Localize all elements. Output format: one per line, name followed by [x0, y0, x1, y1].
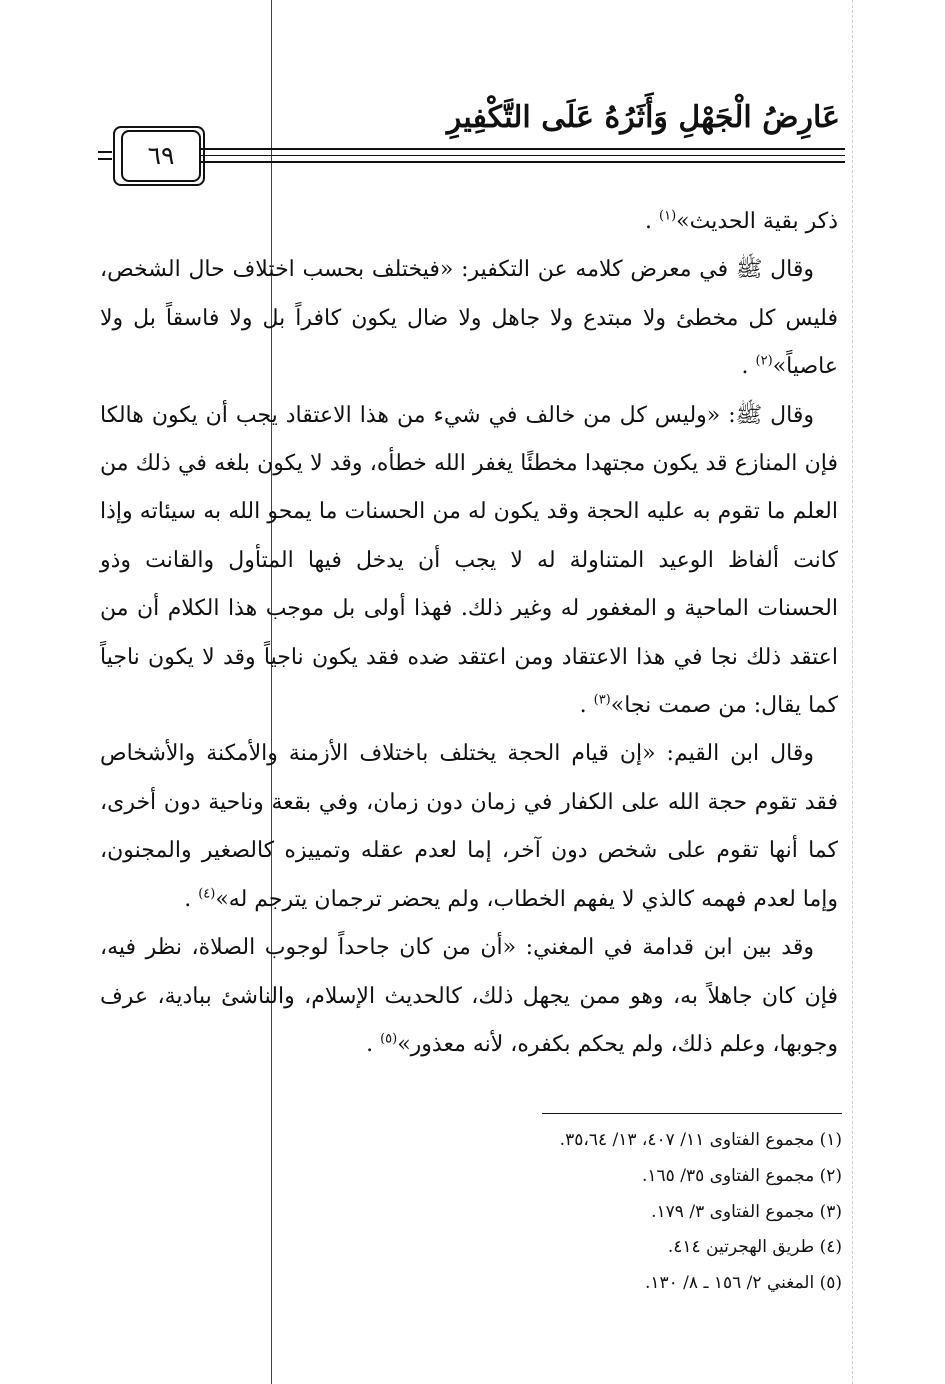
footnote-ref[interactable]: (٣)	[593, 692, 611, 708]
footnote-separator	[542, 1113, 842, 1114]
footnote: (٥) المغني ٢/ ١٥٦ ـ ٨/ ١٣٠.	[644, 1273, 842, 1294]
body-text	[100, 198, 838, 1069]
page-number: ٦٩	[121, 130, 201, 182]
footnote: (٣) مجموع الفتاوى ٣/ ١٧٩.	[651, 1201, 842, 1222]
footnote: (٢) مجموع الفتاوى ٣٥/ ١٦٥.	[641, 1165, 842, 1186]
paragraph: وقال ﷺ في معرض كلامه عن التكفير: «فيختلف بحسب اختلاف حال الشخص، فليس كل مخطئ ولا مبتدع ولا جاهل ولا ضال يكون كافراً بل ولا فاسقاً بل ولا عاصياً»$^{(٢)}$ .	[100, 257, 838, 380]
paragraph: ذكر بقية الحديث»$^{(١)}$ .	[645, 208, 838, 234]
footnote: (١) مجموع الفتاوى ١١/ ٤٠٧، ١٣/ ٣٥،٦٤.	[559, 1130, 842, 1150]
scan-margin-line	[852, 0, 853, 1384]
footnote-ref[interactable]: (٥)	[380, 1031, 398, 1047]
paragraph: وقد بين ابن قدامة في المغني: «أن من كان جاحداً لوجوب الصلاة، نظر فيه، فإن كان جاهلاً به، وهو ممن يجهل ذلك، كالحديث الإسلام، والناشئ ببادية، عرف وجوبها، وعلم ذلك، ولم يحكم بكفره، لأنه معذور»$^{(٥)}$ .	[100, 935, 838, 1057]
header-rule	[200, 148, 845, 150]
header-rule	[98, 158, 112, 160]
footnote: (٤) طريق الهجرتين ٤١٤.	[667, 1237, 842, 1258]
footnotes	[440, 1123, 842, 1302]
header-rule	[98, 151, 112, 153]
header-rule	[200, 155, 845, 156]
paragraph: وقال ابن القيم: «إن قيام الحجة يختلف باختلاف الأزمنة والأمكنة والأشخاص فقد تقوم حجة الله على الكفار في زمان دون زمان، وفي بقعة وناحية دون أخرى، كما أنها تقوم على شخص دون آخر، إما لعدم عقله وتمييزه كالصغير والمجنون، وإما لعدم فهمه كالذي لا يفهم الخطاب، ولم يحضر ترجمان يترجم له»$^{(٤)}$ .	[100, 741, 838, 912]
footnote-ref[interactable]: (٤)	[198, 886, 216, 902]
header-rule	[200, 161, 845, 163]
running-header-title: عَارِضُ الْجَهْلِ وَأَثَرُهُ عَلَى التَّكْفِيرِ	[446, 100, 840, 135]
footnote-ref[interactable]: (١)	[659, 208, 677, 224]
paragraph: وقال ﷺ: «وليس كل من خالف في شيء من هذا الاعتقاد يجب أن يكون هالكا فإن المنازع قد يكون مجتهدا مخطئًا يغفر الله خطأه، وقد لا يكون بلغه في ذلك من العلم ما تقوم به عليه الحجة وقد يكون له من الحسنات ما يمحو الله به سيئاته وإذا كانت ألفاظ الوعيد المتناولة له لا يجب أن يدخل فيها المتأول والقانت وذو الحسنات الماحية و المغفور له وغير ذلك. فهذا أولى بل موجب هذا الكلام أن من اعتقد ذلك نجا في هذا الاعتقاد ومن اعتقد ضده فقد يكون ناجياً وقد لا يكون ناجياً كما يقال: من صمت نجا»$^{(٣)}$ .	[100, 402, 838, 719]
footnote-ref[interactable]: (٢)	[755, 353, 773, 369]
